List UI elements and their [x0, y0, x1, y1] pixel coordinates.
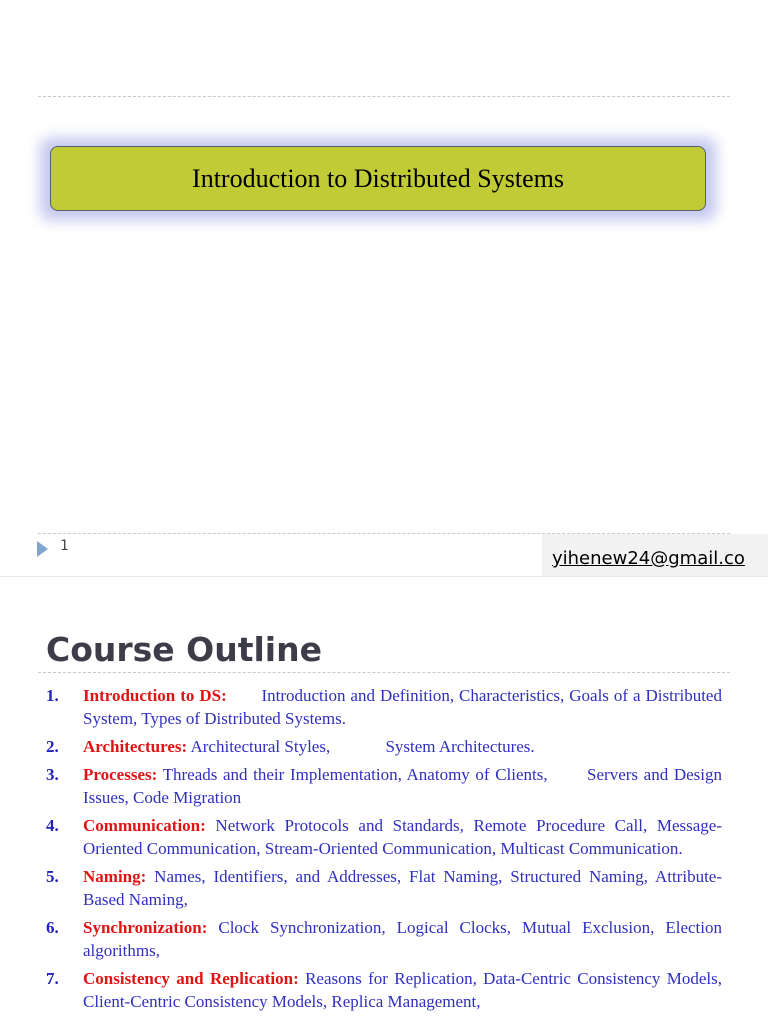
title-divider	[38, 672, 730, 673]
item-number: 4.	[46, 816, 59, 835]
item-body	[83, 865, 722, 911]
item-heading: Naming:	[83, 867, 147, 886]
item-text: Architectural Styles, System Architectures.	[187, 737, 535, 756]
item-number: 3.	[46, 765, 59, 784]
item-heading: Synchronization:	[83, 918, 208, 937]
item-body	[83, 735, 722, 758]
item-number: 5.	[46, 867, 59, 886]
title-box	[50, 146, 706, 211]
slide-title: Introduction to Distributed Systems	[192, 163, 564, 193]
item-heading: Communication:	[83, 816, 206, 835]
page-marker-icon	[37, 541, 48, 557]
item-text: Clock Synchronization, Logical Clocks, Mutual Exclusion, Election algorithms,	[83, 918, 722, 960]
item-heading: Architectures:	[83, 737, 188, 756]
item-body	[83, 684, 722, 730]
slide-2	[0, 576, 768, 1025]
item-body	[83, 967, 722, 1013]
outline-item	[46, 735, 722, 758]
outline-item	[46, 967, 722, 1013]
outline-item	[46, 814, 722, 860]
item-heading: Introduction to DS:	[83, 686, 227, 705]
item-heading: Consistency and Replication:	[83, 969, 299, 988]
item-heading: Processes:	[83, 765, 158, 784]
item-text: Threads and their Implementation, Anatomy of Clients, Servers and Design Issues, Code Migration	[83, 765, 722, 807]
item-text: Names, Identifiers, and Addresses, Flat Naming, Structured Naming, Attribute-Based Naming,	[83, 867, 722, 909]
item-number: 1.	[46, 686, 59, 705]
email-link[interactable]: yihenew24@gmail.co	[552, 548, 745, 569]
item-body	[83, 763, 722, 809]
item-text: Reasons for Replication, Data-Centric Consistency Models, Client-Centric Consistency Models, Replica Management,	[83, 969, 723, 1011]
item-body	[83, 916, 722, 962]
outline-title: Course Outline	[46, 630, 322, 669]
item-text: Network Protocols and Standards, Remote Procedure Call, Message-Oriented Communication, Stream-Oriented Communication, Multicast Communication.	[83, 816, 722, 858]
item-number: 7.	[46, 969, 59, 988]
item-number: 2.	[46, 737, 59, 756]
outline-list	[46, 684, 722, 1018]
item-body	[83, 814, 722, 860]
top-divider	[38, 96, 730, 97]
email-box	[542, 534, 768, 578]
page-number: 1	[60, 538, 69, 554]
item-number: 6.	[46, 918, 59, 937]
item-text: Introduction and Definition, Characteristics, Goals of a Distributed System, Types of Distributed Systems.	[83, 686, 722, 728]
outline-item	[46, 684, 722, 730]
outline-item	[46, 763, 722, 809]
outline-item	[46, 916, 722, 962]
outline-item	[46, 865, 722, 911]
